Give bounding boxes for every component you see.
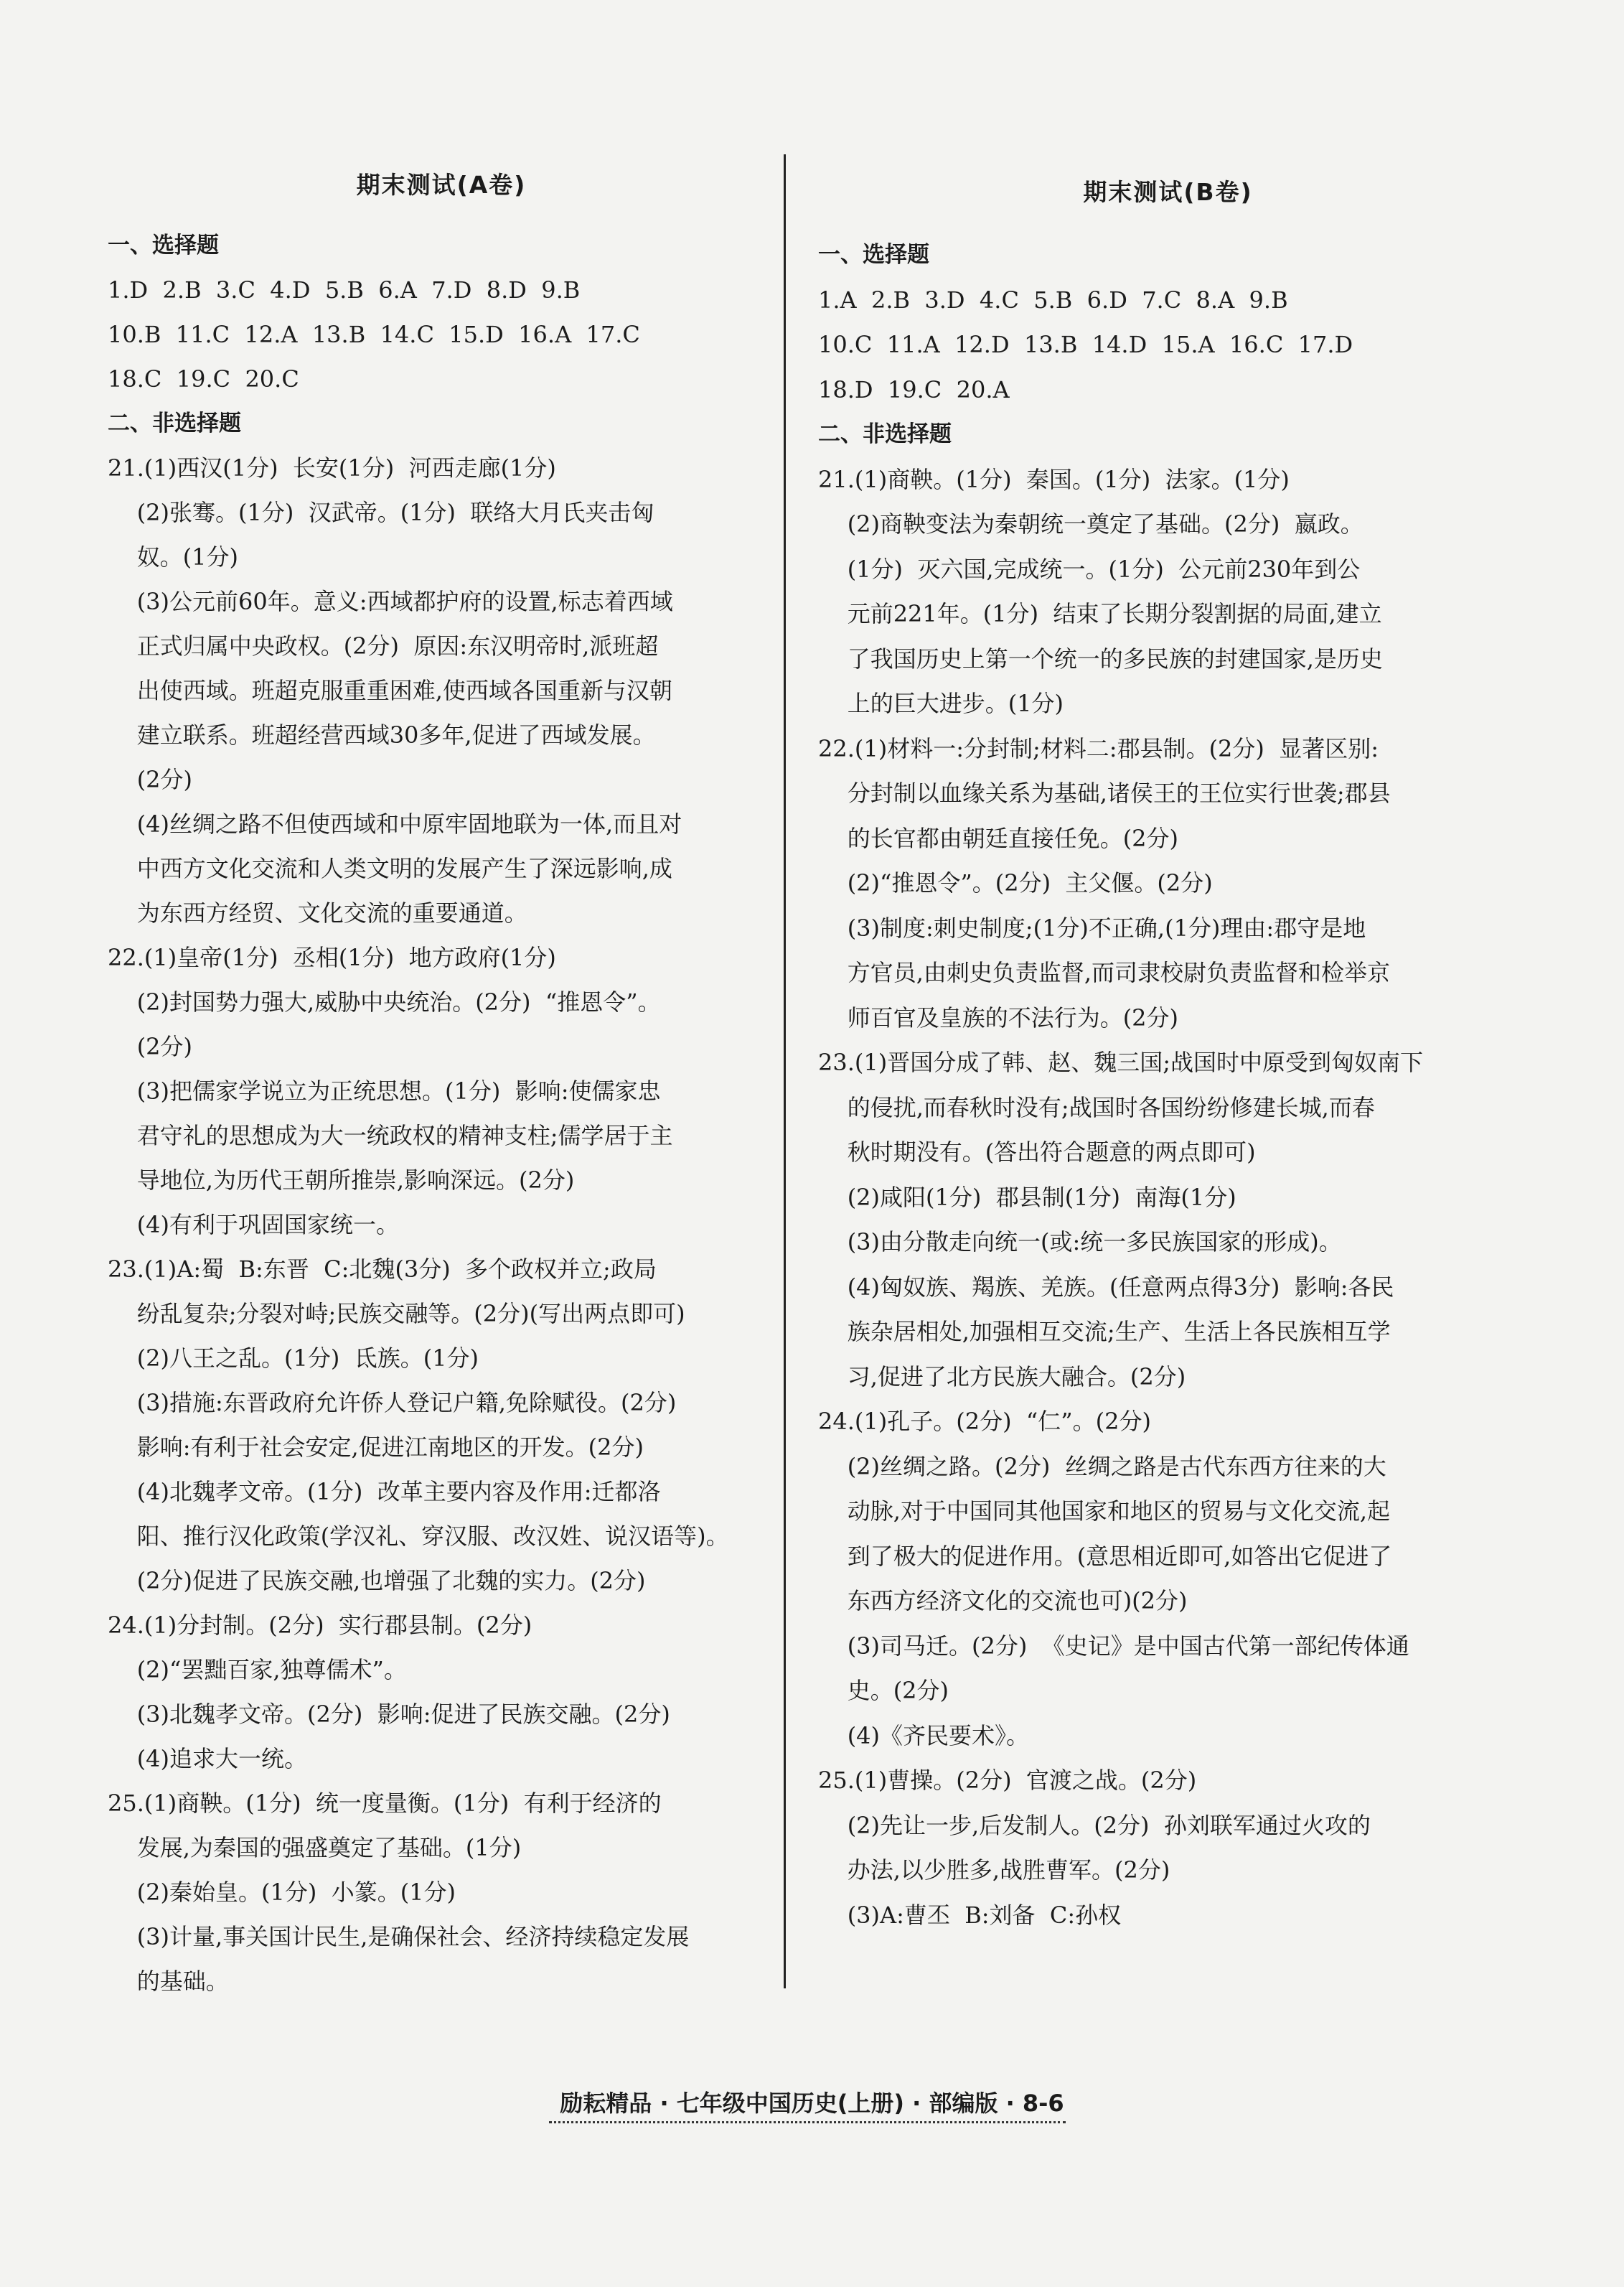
left-answer-line: 为东西方经贸、文化交流的重要通道。 bbox=[108, 899, 527, 927]
right-answer-line: (3)司马迁。(2分) 《史记》是中国古代第一部纪传体通 bbox=[818, 1632, 1409, 1660]
right-answer-line: (3)由分散走向统一(或:统一多民族国家的形成)。 bbox=[818, 1228, 1342, 1255]
right-answer-line: 秋时期没有。(答出符合题意的两点即可) bbox=[818, 1138, 1256, 1166]
right-answer-line: 的长官都由朝廷直接任免。(2分) bbox=[818, 824, 1179, 852]
left-answer-line: 24.(1)分封制。(2分) 实行郡县制。(2分) bbox=[108, 1612, 532, 1639]
right-answer-line: (4)匈奴族、羯族、羌族。(任意两点得3分) 影响:各民 bbox=[818, 1273, 1394, 1301]
left-answer-line: 建立联系。班超经营西域30多年,促进了西域发展。 bbox=[108, 721, 656, 749]
left-answer-line: (4)有利于巩固国家统一。 bbox=[108, 1211, 400, 1238]
right-answer-line: 分封制以血缘关系为基础,诸侯王的王位实行世袭;郡县 bbox=[818, 780, 1391, 807]
right-answer-line: (2)咸阳(1分) 郡县制(1分) 南海(1分) bbox=[818, 1183, 1236, 1211]
left-answer-line: 出使西域。班超克服重重困难,使西域各国重新与汉朝 bbox=[108, 677, 672, 704]
right-answer-line: (2)商鞅变法为秦朝统一奠定了基础。(2分) 嬴政。 bbox=[818, 510, 1363, 538]
left-answer-line: 的基础。 bbox=[108, 1968, 229, 1995]
left-answer-line: 21.(1)西汉(1分) 长安(1分) 河西走廊(1分) bbox=[108, 454, 556, 482]
right-answer-line: 了我国历史上第一个统一的多民族的封建国家,是历史 bbox=[818, 645, 1383, 673]
left-answer-line: (2)秦始皇。(1分) 小篆。(1分) bbox=[108, 1879, 456, 1906]
left-answer-line: 一、选择题 bbox=[108, 233, 219, 258]
left-answer-line: (3)公元前60年。意义:西域都护府的设置,标志着西域 bbox=[108, 588, 673, 615]
right-answer-line: 25.(1)曹操。(2分) 官渡之战。(2分) bbox=[818, 1767, 1197, 1794]
left-answer-line: 君守礼的思想成为大一统政权的精神支柱;儒学居于主 bbox=[108, 1122, 673, 1149]
right-answer-line: 一、选择题 bbox=[818, 242, 929, 268]
right-answer-line: 族杂居相处,加强相互交流;生产、生活上各民族相互学 bbox=[818, 1318, 1391, 1345]
left-answer-line: 18.C 19.C 20.C bbox=[108, 365, 299, 393]
left-answer-line: (4)追求大一统。 bbox=[108, 1745, 308, 1772]
left-answer-line: 23.(1)A:蜀 B:东晋 C:北魏(3分) 多个政权并立;政局 bbox=[108, 1255, 657, 1283]
right-answer-line: 到了极大的促进作用。(意思相近即可,如答出它促进了 bbox=[818, 1542, 1392, 1570]
left-answer-line: (3)把儒家学说立为正统思想。(1分) 影响:使儒家忠 bbox=[108, 1077, 661, 1105]
footer-text: · 七年级中国历史(上册) · 部编版 · 8-6 bbox=[652, 2090, 1064, 2117]
right-answer-line: 师百官及皇族的不法行为。(2分) bbox=[818, 1004, 1179, 1032]
column-divider bbox=[784, 154, 786, 1988]
right-answer-line: 动脉,对于中国同其他国家和地区的贸易与文化交流,起 bbox=[818, 1497, 1391, 1525]
left-answer-line: (2)“罢黜百家,独尊儒术”。 bbox=[108, 1656, 407, 1683]
right-answer-line: 18.D 19.C 20.A bbox=[818, 375, 1010, 403]
right-answer-line: 21.(1)商鞅。(1分) 秦国。(1分) 法家。(1分) bbox=[818, 465, 1290, 493]
footer-rule bbox=[549, 2121, 1066, 2123]
right-answer-line: 元前221年。(1分) 结束了长期分裂割据的局面,建立 bbox=[818, 600, 1382, 627]
left-answer-line: (3)措施:东晋政府允许侨人登记户籍,免除赋役。(2分) bbox=[108, 1389, 677, 1416]
left-answer-line: 影响:有利于社会安定,促进江南地区的开发。(2分) bbox=[108, 1434, 644, 1461]
right-answer-line: 史。(2分) bbox=[818, 1677, 949, 1704]
left-answer-line: 发展,为秦国的强盛奠定了基础。(1分) bbox=[108, 1834, 522, 1861]
left-answer-line: (2)八王之乱。(1分) 氐族。(1分) bbox=[108, 1344, 479, 1372]
left-answer-line: 奴。(1分) bbox=[108, 543, 239, 571]
right-answer-line: 23.(1)晋国分成了韩、赵、魏三国;战国时中原受到匈奴南下 bbox=[818, 1049, 1424, 1076]
section-title-b: 期末测试(B卷) bbox=[1083, 178, 1253, 206]
section-title-a: 期末测试(A卷) bbox=[356, 171, 527, 199]
right-answer-line: 二、非选择题 bbox=[818, 421, 952, 447]
left-answer-line: 中西方文化交流和人类文明的发展产生了深远影响,成 bbox=[108, 855, 672, 882]
right-answer-line: (3)制度:刺史制度;(1分)不正确,(1分)理由:郡守是地 bbox=[818, 914, 1366, 942]
left-answer-line: 1.D 2.B 3.C 4.D 5.B 6.A 7.D 8.D 9.B bbox=[108, 276, 581, 304]
right-answer-line: (2)“推恩令”。(2分) 主父偃。(2分) bbox=[818, 869, 1213, 897]
right-answer-line: (1分) 灭六国,完成统一。(1分) 公元前230年到公 bbox=[818, 555, 1361, 583]
right-answer-line: (3)A:曹丕 B:刘备 C:孙权 bbox=[818, 1901, 1122, 1929]
right-answer-line: 的侵扰,而春秋时没有;战国时各国纷纷修建长城,而春 bbox=[818, 1093, 1375, 1121]
page-footer bbox=[0, 2085, 1624, 2118]
right-answer-line: 10.C 11.A 12.D 13.B 14.D 15.A 16.C 17.D bbox=[818, 331, 1353, 358]
right-answer-line: (2)先让一步,后发制人。(2分) 孙刘联军通过火攻的 bbox=[818, 1811, 1371, 1839]
left-answer-line: 导地位,为历代王朝所推崇,影响深远。(2分) bbox=[108, 1166, 575, 1194]
right-answer-line: 方官员,由刺史负责监督,而司隶校尉负责监督和检举京 bbox=[818, 959, 1391, 986]
left-answer-line: (4)丝绸之路不但使西域和中原牢固地联为一体,而且对 bbox=[108, 810, 682, 838]
left-answer-line: (3)计量,事关国计民生,是确保社会、经济持续稳定发展 bbox=[108, 1923, 690, 1950]
left-answer-line: (2)封国势力强大,威胁中央统治。(2分) “推恩令”。 bbox=[108, 988, 661, 1016]
left-answer-line: 纷乱复杂;分裂对峙;民族交融等。(2分)(写出两点即可) bbox=[108, 1300, 685, 1327]
left-answer-line: (2)张骞。(1分) 汉武帝。(1分) 联络大月氏夹击匈 bbox=[108, 499, 654, 526]
right-answer-line: 1.A 2.B 3.D 4.C 5.B 6.D 7.C 8.A 9.B bbox=[818, 286, 1288, 314]
left-answer-line: 10.B 11.C 12.A 13.B 14.C 15.D 16.A 17.C bbox=[108, 321, 640, 348]
left-answer-line: (3)北魏孝文帝。(2分) 影响:促进了民族交融。(2分) bbox=[108, 1701, 670, 1728]
right-answer-line: 22.(1)材料一:分封制;材料二:郡县制。(2分) 显著区别: bbox=[818, 734, 1379, 762]
footer-brand: 励耘精品 bbox=[560, 2090, 652, 2117]
left-answer-line: 二、非选择题 bbox=[108, 411, 241, 436]
left-answer-line: 25.(1)商鞅。(1分) 统一度量衡。(1分) 有利于经济的 bbox=[108, 1790, 662, 1817]
right-answer-line: 上的巨大进步。(1分) bbox=[818, 690, 1064, 717]
right-answer-line: 东西方经济文化的交流也可)(2分) bbox=[818, 1587, 1188, 1614]
left-answer-line: (2分) bbox=[108, 1033, 193, 1060]
right-answer-line: 办法,以少胜多,战胜曹军。(2分) bbox=[818, 1856, 1170, 1884]
right-answer-line: (4)《齐民要术》。 bbox=[818, 1721, 1030, 1749]
left-answer-line: 22.(1)皇帝(1分) 丞相(1分) 地方政府(1分) bbox=[108, 944, 556, 971]
right-answer-line: 习,促进了北方民族大融合。(2分) bbox=[818, 1362, 1186, 1390]
left-answer-line: 阳、推行汉化政策(学汉礼、穿汉服、改汉姓、说汉语等)。 bbox=[108, 1523, 729, 1550]
left-answer-line: 正式归属中央政权。(2分) 原因:东汉明帝时,派班超 bbox=[108, 632, 659, 660]
right-answer-line: (2)丝绸之路。(2分) 丝绸之路是古代东西方往来的大 bbox=[818, 1452, 1386, 1480]
left-answer-line: (2分)促进了民族交融,也增强了北魏的实力。(2分) bbox=[108, 1567, 646, 1594]
left-answer-line: (4)北魏孝文帝。(1分) 改革主要内容及作用:迁都洛 bbox=[108, 1478, 661, 1505]
right-answer-line: 24.(1)孔子。(2分) “仁”。(2分) bbox=[818, 1408, 1151, 1435]
left-answer-line: (2分) bbox=[108, 766, 193, 793]
